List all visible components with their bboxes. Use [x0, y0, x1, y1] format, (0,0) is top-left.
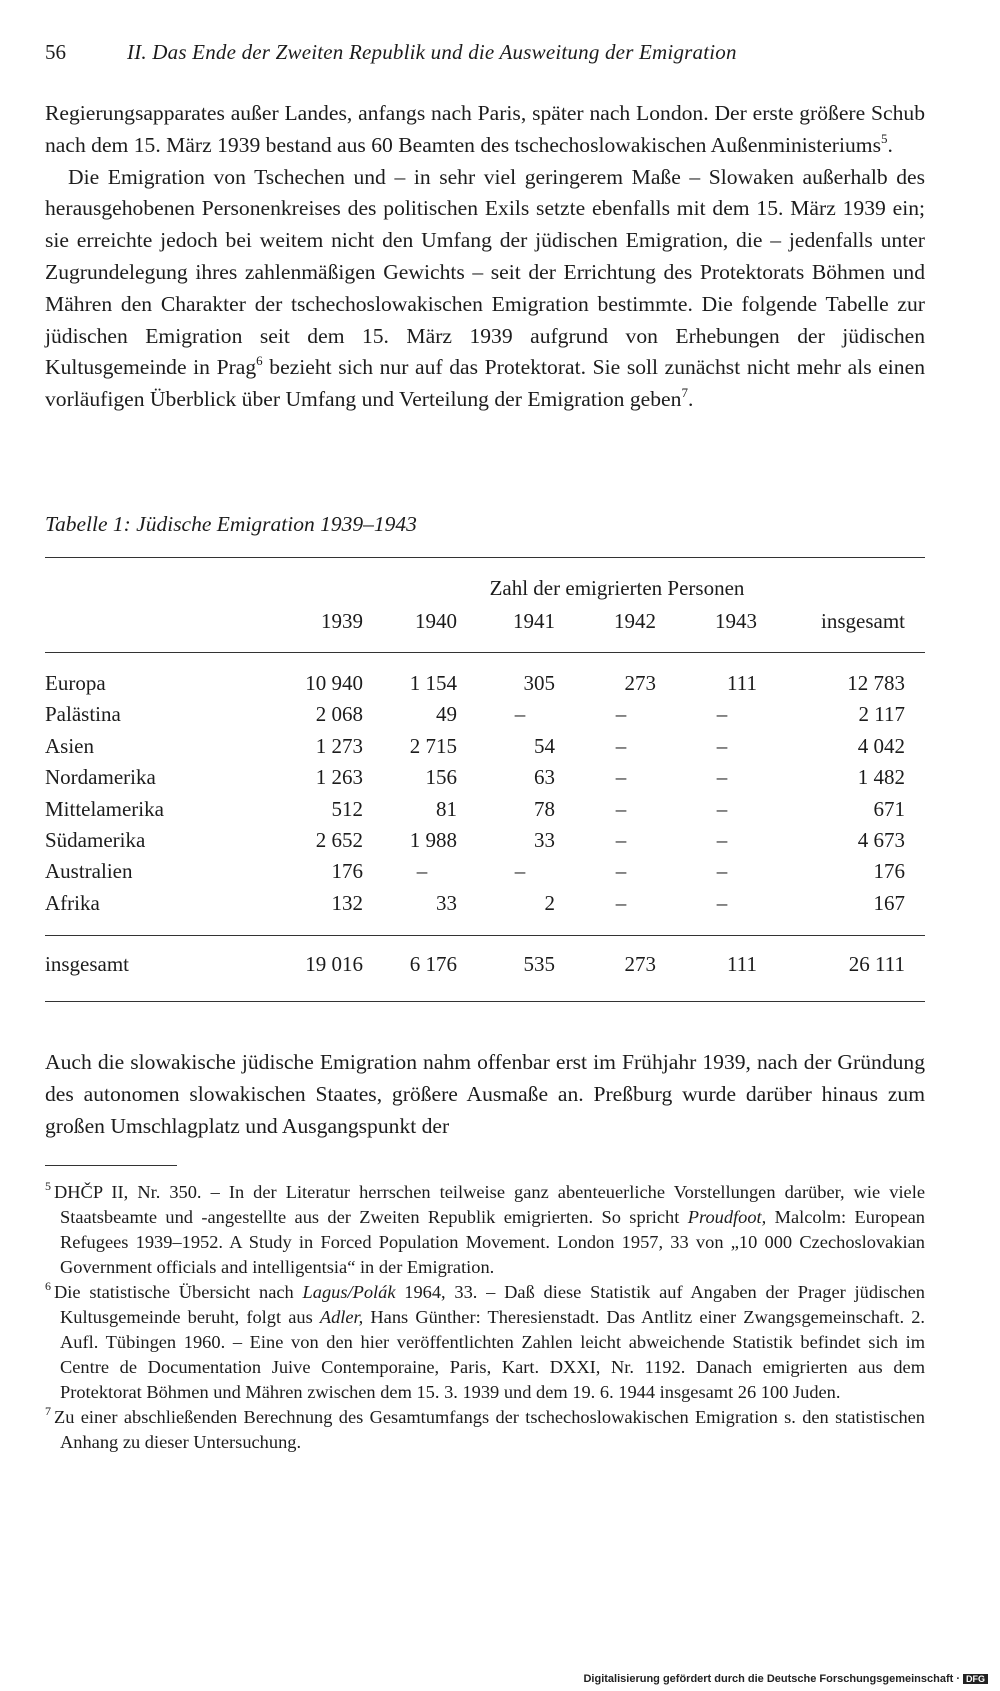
- table-caption: Tabelle 1: Jüdische Emigration 1939–1943: [45, 512, 417, 536]
- table-cell: –: [716, 733, 728, 758]
- footnote-7: [45, 1405, 925, 1455]
- footnote-ref-7: 7: [681, 384, 688, 400]
- row-label: insgesamt: [45, 952, 129, 976]
- table-cell: –: [514, 859, 526, 884]
- table-cell: –: [615, 796, 627, 821]
- table-top-rule: [45, 557, 925, 558]
- table-cell: 78: [534, 796, 555, 821]
- footnote-6-text-a: Die statistische Übersicht nach: [54, 1282, 303, 1302]
- table-cell: 33: [436, 890, 457, 915]
- table-cell: –: [615, 890, 627, 915]
- paragraph-2-text-b: bezieht sich nur auf das Protektorat. Sie soll zunächst nicht mehr als einen vorläufigen Überblick über Umfang und Verteilung der Emigration geben: [45, 355, 925, 412]
- paragraph-2-end: .: [687, 387, 694, 412]
- footnote-5-text-a: DHČP II, Nr. 350. – In der Literatur herrschen teilweise ganz abenteuerliche Vorstellungen darüber, wie viele Staatsbeamte und -angestellte aus der Zweiten Republik emigrierten. So spricht: [54, 1182, 925, 1227]
- row-label: Palästina: [45, 702, 121, 727]
- table-bottom-rule: [45, 1001, 925, 1002]
- table-cell: –: [615, 765, 627, 790]
- footnote-5-author: Proudfoot,: [687, 1207, 767, 1227]
- footnotes: [45, 1180, 925, 1455]
- row-label: Nordamerika: [45, 765, 156, 790]
- running-title: II. Das Ende der Zweiten Republik und die Ausweitung der Emigration: [127, 40, 737, 64]
- table-cell: 4 673: [857, 828, 905, 852]
- table-cell: –: [716, 702, 728, 727]
- page-number: 56: [45, 40, 66, 64]
- table-cell: 81: [436, 796, 457, 821]
- table-cell: 176: [331, 859, 363, 884]
- table-cell: 156: [425, 765, 457, 790]
- table-cell: 1 263: [315, 765, 363, 790]
- dfg-logo: DFG: [963, 1674, 988, 1684]
- credit-text: Digitalisierung gefördert durch die Deutsche Forschungsgemeinschaft ·: [583, 1673, 960, 1685]
- footnote-5: [45, 1180, 925, 1280]
- footnote-6-text-b: 1964, 33. – Daß diese Statistik auf Angaben der Prager jüdischen Kultusgemeinde beruht, folgt aus: [60, 1282, 926, 1327]
- running-head: [45, 40, 925, 74]
- table-cell: 535: [523, 952, 555, 976]
- footnote-6-author-2: Adler,: [319, 1307, 364, 1327]
- table-cell: –: [416, 859, 428, 884]
- table-cell: 2 068: [315, 702, 363, 727]
- paragraph-2-text-a: Die Emigration von Tschechen und – in sehr viel geringerem Maße – Slowaken außerhalb des herausgehobenen Personenkreises des politischen Exils setzte ebenfalls mit dem 15. März 1939 ein; sie erreichte jedoch bei weitem nicht den Umfang der jüdischen Emigration, die – jedenfalls unter Zugrundelegung ihres zahlenmäßigen Gewichts – seit der Errichtung des Protektorats Böhmen und Mähren den Charakter der tschechoslowakischen Emigration bestimmte. Die folgende Tabelle zur jüdischen Emigration seit dem 15. März 1939 aufgrund von Erhebungen der jüdischen Kultusgemeinde in Prag: [45, 164, 925, 380]
- table-cell: 49: [436, 702, 457, 727]
- table-cell: –: [716, 796, 728, 821]
- table-cell: 63: [534, 765, 555, 790]
- footnote-ref-6: 6: [256, 353, 263, 369]
- table-cell: 305: [523, 671, 555, 695]
- row-label: Australien: [45, 859, 133, 884]
- table-cell: 512: [331, 796, 363, 821]
- footnote-6-number: 6: [45, 1278, 51, 1293]
- paragraph-1-end: .: [887, 132, 893, 157]
- paragraph-1-text: Regierungsapparates außer Landes, anfangs nach Paris, später nach London. Der erste größere Schub nach dem 15. März 1939 bestand aus 60 Beamten des tschechoslowakischen Außenministeriums: [45, 101, 925, 157]
- footnote-rule: [45, 1165, 177, 1166]
- table-cell: –: [615, 828, 627, 852]
- table-cell: 1 154: [409, 671, 457, 695]
- table-cell: 4 042: [857, 733, 905, 758]
- table-cell: –: [615, 733, 627, 758]
- table-cell: –: [716, 890, 728, 915]
- table-cell: 33: [534, 828, 555, 852]
- table-cell: 111: [727, 671, 757, 695]
- table-cell: 273: [624, 671, 656, 695]
- table-cell: 54: [534, 733, 555, 758]
- table-cell: 19 016: [305, 952, 363, 976]
- column-header: 1941: [513, 609, 555, 633]
- row-label: Afrika: [45, 890, 100, 915]
- column-header: 1943: [715, 609, 757, 633]
- paragraph-2: [45, 162, 925, 416]
- table-cell: 671: [873, 796, 905, 821]
- row-label: Mittelamerika: [45, 796, 164, 821]
- digitization-credit: [583, 1673, 988, 1685]
- table-group-header: [45, 576, 810, 601]
- table-cell: –: [716, 828, 728, 852]
- table-cell: 132: [331, 890, 363, 915]
- table-cell: 2 652: [315, 828, 363, 852]
- paragraph-3: Auch die slowakische jüdische Emigration nahm offenbar erst im Frühjahr 1939, nach der Gründung des autonomen slowakischen Staates, größere Ausmaße an. Preßburg wurde darüber hinaus zum großen Umschlagplatz und Ausgangspunkt der: [45, 1050, 925, 1138]
- table-cell: 1 988: [409, 828, 457, 852]
- footnote-5-text-b: Malcolm: European Refugees 1939–1952. A Study in Forced Population Movement. London 1957, 33 von „10 000 Czechoslovakian Government officials and intelligentsia“ in der Emigration.: [60, 1207, 925, 1277]
- table-cell: –: [716, 765, 728, 790]
- footnote-ref-5: 5: [880, 130, 888, 146]
- table-total-rule: [45, 935, 925, 936]
- table-cell: 2: [544, 890, 555, 915]
- row-label: Südamerika: [45, 828, 146, 852]
- table-cell: –: [716, 859, 728, 884]
- row-label: Europa: [45, 671, 106, 695]
- row-label: Asien: [45, 733, 94, 758]
- footnote-6-author-1: Lagus/Polák: [302, 1282, 396, 1302]
- table-header-rule: [45, 652, 925, 653]
- table-cell: 6 176: [409, 952, 457, 976]
- column-header: 1942: [614, 609, 656, 633]
- column-header: 1940: [415, 609, 457, 633]
- footnote-7-number: 7: [45, 1403, 51, 1418]
- body-text-bottom: [45, 1047, 925, 1142]
- table-cell: 111: [727, 952, 757, 976]
- column-header: insgesamt: [821, 609, 905, 633]
- table-cell: 2 117: [858, 702, 905, 727]
- table-cell: –: [615, 702, 627, 727]
- table-cell: 12 783: [847, 671, 905, 695]
- paragraph-1: [45, 98, 925, 162]
- footnote-5-number: 5: [45, 1178, 51, 1193]
- table-cell: –: [615, 859, 627, 884]
- table-cell: 2 715: [409, 733, 457, 758]
- table-cell: 26 111: [848, 952, 905, 976]
- table-cell: –: [514, 702, 526, 727]
- table-cell: 167: [873, 890, 905, 915]
- table-cell: 10 940: [305, 671, 363, 695]
- table-cell: 273: [624, 952, 656, 976]
- column-header: 1939: [321, 609, 363, 633]
- table-cell: 1 482: [857, 765, 905, 790]
- group-header-text: Zahl der emigrierten Personen: [489, 576, 745, 600]
- table-cell: 176: [873, 859, 905, 884]
- footnote-6: [45, 1280, 925, 1405]
- body-text-top: [45, 98, 925, 416]
- footnote-6-text-c: Hans Günther: Theresienstadt. Das Antlitz einer Zwangsgemeinschaft. 2. Aufl. Tübingen 1960. – Eine von den hier veröffentlichten Zahlen leicht abweichende Statistik befindet sich im Centre de Documentation Juive Contemporaine, Paris, Kart. DXXI, Nr. 1192. Danach emigrierten aus dem Protektorat Böhmen und Mähren zwischen dem 15. 3. 1939 und dem 19. 6. 1944 insgesamt 26 100 Juden.: [60, 1307, 925, 1402]
- table-cell: 1 273: [315, 733, 363, 758]
- footnote-7-text: Zu einer abschließenden Berechnung des Gesamtumfangs der tschechoslowakischen Emigration s. den statistischen Anhang zu dieser Untersuchung.: [54, 1407, 925, 1452]
